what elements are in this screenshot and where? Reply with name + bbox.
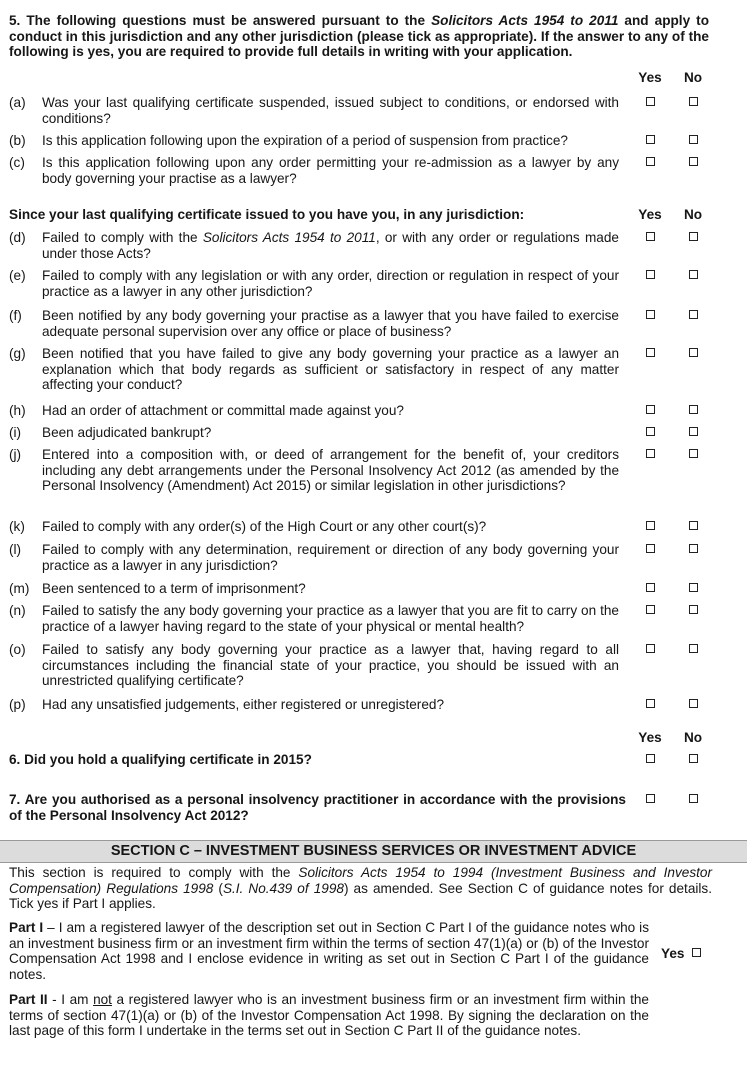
item-label: (i) [9,425,22,440]
no-checkbox-p[interactable] [689,699,698,708]
yes-checkbox-j[interactable] [646,449,655,458]
yes-checkbox-k[interactable] [646,521,655,530]
section-c-intro-pre: This section is required to comply with the [9,865,299,880]
yes-checkbox-f[interactable] [646,310,655,319]
item-text: Is this application following upon any order permitting your re-admission as a lawyer by any body governing your practise as a lawyer? [42,155,619,186]
item-text: Failed to comply with any determination, requirement or direction of any body governing your practice as a lawyer in any jurisdiction? [42,542,619,573]
part1-text: – I am a registered lawyer of the description set out in Section C Part I of the guidance notes who is an investment business firm or an investment firm within the terms of section 47(1)(a) or (b) of the Investor Compensation Act 1998 and I enclose evidence in writing as set out in Section C Part I of the guidance notes. [9,920,649,982]
q6-text: 6. Did you hold a qualifying certificate in 2015? [9,752,312,767]
no-checkbox-n[interactable] [689,605,698,614]
item-text: Had an order of attachment or committal made against you? [42,403,404,418]
item-label: (n) [9,603,26,618]
item-text: Had any unsatisfied judgements, either registered or unregistered? [42,697,445,712]
yes-checkbox-l[interactable] [646,544,655,553]
no-checkbox-g[interactable] [689,348,698,357]
part2-text-post: a registered lawyer who is an investment business firm or an investment firm within the terms of section 47(1)(a) or (b) of the Investor Compensation Act 1998. By signing the declaration on the last page of this form I undertake in the terms set out in Section C Part II of the guidance notes. [9,992,649,1038]
part2-text-pre: - I am [47,992,94,1007]
no-checkbox-o[interactable] [689,644,698,653]
item-label: (j) [9,447,22,462]
yes-checkbox-n[interactable] [646,605,655,614]
no-checkbox-j[interactable] [689,449,698,458]
since-no-header: No [683,207,703,222]
item-text: Been adjudicated bankrupt? [42,425,212,440]
yes-checkbox-q7[interactable] [646,794,655,803]
section-c-intro [9,865,712,912]
no-checkbox-i[interactable] [689,427,698,436]
yes-checkbox-q6[interactable] [646,754,655,763]
item-text: Failed to comply with any legislation or with any order, direction or regulation in respect of your practice as a lawyer in any other jurisdiction? [42,268,619,299]
yes-checkbox-e[interactable] [646,270,655,279]
item-text: Failed to comply with any order(s) of the High Court or any other court(s)? [42,519,487,534]
item-text: Failed to satisfy the any body governing your practice as a lawyer that you are fit to carry on the practice of a lawyer having regard to the state of your physical or mental health? [42,603,619,634]
item-label: (d) [9,230,26,245]
since-yes-header: Yes [638,207,662,222]
no-checkbox-c[interactable] [689,157,698,166]
section-c-intro-mid: ( [213,880,223,896]
item-text-d-post: , or with any order or regulations made under those Acts? [42,230,619,261]
yes-checkbox-b[interactable] [646,135,655,144]
item-text: Been notified by any body governing your practise as a lawyer that you have failed to exercise adequate personal supervision over any office or place of business? [42,308,619,339]
part2-paragraph [9,992,649,1039]
item-label: (c) [9,155,25,170]
item-text: Is this application following upon the expiration of a period of suspension from practice? [42,133,568,148]
part1-paragraph [9,920,649,982]
q5-intro [9,13,709,60]
no-checkbox-d[interactable] [689,232,698,241]
no-checkbox-l[interactable] [689,544,698,553]
yes-checkbox-m[interactable] [646,583,655,592]
no-checkbox-e[interactable] [689,270,698,279]
part2-not: not [93,992,112,1007]
item-label: (k) [9,519,25,534]
no-checkbox-m[interactable] [689,583,698,592]
item-text-d [42,230,619,261]
item-label: (f) [9,308,22,323]
yes-checkbox-h[interactable] [646,405,655,414]
no-checkbox-q6[interactable] [689,754,698,763]
item-label: (g) [9,346,26,361]
q5-intro-text: 5. The following questions must be answered pursuant to the [9,13,432,28]
item-text: Been sentenced to a term of imprisonment? [42,581,306,596]
item-label: (h) [9,403,26,418]
item-text-d-pre: Failed to comply with the [42,230,203,245]
item-text: Entered into a composition with, or deed of arrangement for the benefit of, your creditors including any debt arrangements under the Personal Insolvency Act 2012 (as amended by the Personal Insolvency (Amendment) Act 2015) or similar legislation in other jurisdictions? [42,447,619,493]
item-label: (a) [9,95,26,110]
q6-yes-header: Yes [638,730,662,745]
q7-text: 7. Are you authorised as a personal insolvency practitioner in accordance with the provisions of the Personal Insolvency Act 2012? [9,792,626,823]
part1-label: Part I [9,920,44,935]
no-checkbox-h[interactable] [689,405,698,414]
item-text-d-acts: Solicitors Acts 1954 to 2011 [202,230,376,245]
yes-checkbox-c[interactable] [646,157,655,166]
item-label: (p) [9,697,26,712]
item-label: (m) [9,581,30,596]
q5-no-header: No [683,70,703,85]
since-heading: Since your last qualifying certificate issued to you have you, in any jurisdiction: [9,207,525,222]
item-label: (b) [9,133,26,148]
yes-checkbox-o[interactable] [646,644,655,653]
part2-label: Part II [9,992,48,1007]
no-checkbox-a[interactable] [689,97,698,106]
yes-checkbox-d[interactable] [646,232,655,241]
item-text: Was your last qualifying certificate suspended, issued subject to conditions, or endorsed with conditions? [42,95,619,126]
q5-intro-acts: Solicitors Acts 1954 to 2011 [431,13,619,28]
no-checkbox-q7[interactable] [689,794,698,803]
part1-yes-checkbox[interactable] [692,948,701,957]
yes-checkbox-a[interactable] [646,97,655,106]
item-label: (e) [9,268,26,283]
no-checkbox-b[interactable] [689,135,698,144]
no-checkbox-f[interactable] [689,310,698,319]
yes-checkbox-p[interactable] [646,699,655,708]
q5-intro-text-rest: and apply to conduct in this jurisdiction and any other jurisdiction (please tick as appropriate). If the answer to any of the following is yes, you are required to provide full details in writing with your application. [9,13,709,59]
item-label: (o) [9,642,26,657]
q6-no-header: No [683,730,703,745]
section-c-intro-post: ) as amended. See Section C of guidance notes for details. Tick yes if Part I applies. [9,880,712,911]
section-c-intro-si: S.I. No.439 of 1998 [222,880,344,896]
part1-yes-label: Yes [661,946,685,961]
item-text: Been notified that you have failed to give any body governing your practice as a lawyer an explanation which that body regards as sufficient or satisfactory in respect of any matter affecting your conduct? [42,346,619,392]
yes-checkbox-i[interactable] [646,427,655,436]
item-text: Failed to satisfy any body governing your practice as a lawyer that, having regard to all circumstances including the financial state of your practice, you should be issued with an unrestricted qualifying certificate? [42,642,619,688]
section-c-title: SECTION C – INVESTMENT BUSINESS SERVICES OR INVESTMENT ADVICE [0,840,747,863]
no-checkbox-k[interactable] [689,521,698,530]
q5-yes-header: Yes [638,70,662,85]
yes-checkbox-g[interactable] [646,348,655,357]
item-label: (l) [9,542,22,557]
section-c-intro-regs: Solicitors Acts 1954 to 1994 (Investment Business and Investor Compensation) Regulations 1998 [9,865,712,896]
